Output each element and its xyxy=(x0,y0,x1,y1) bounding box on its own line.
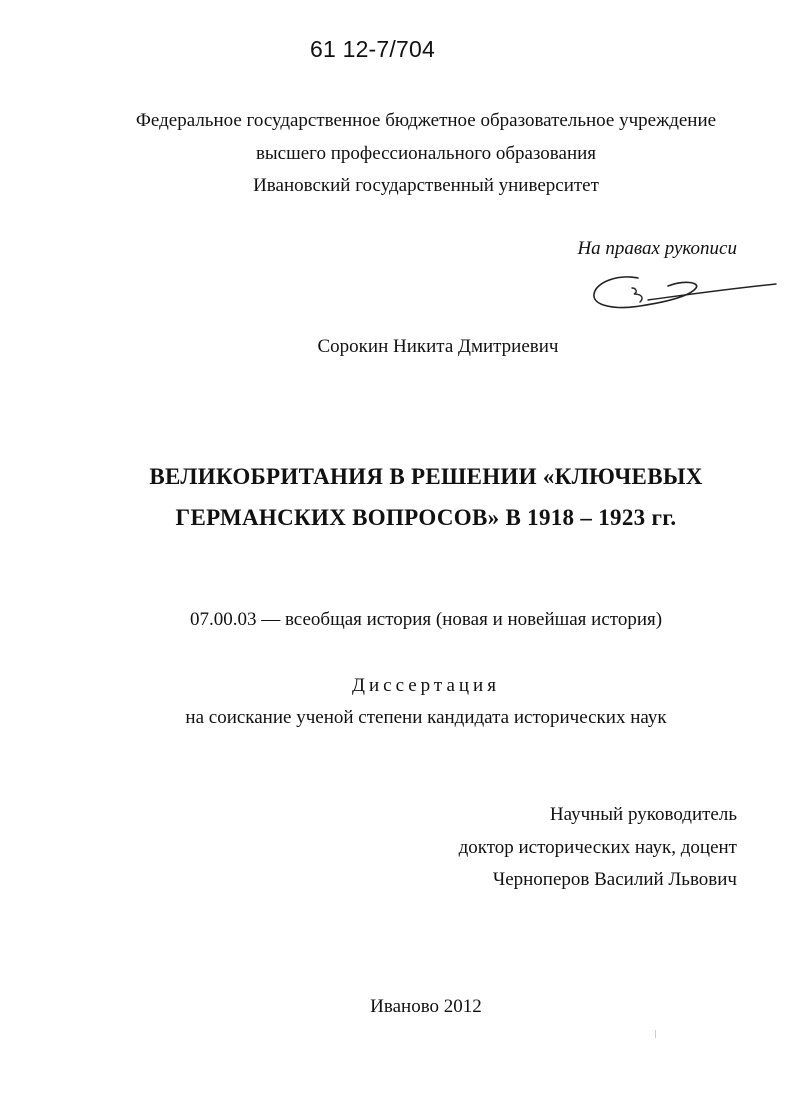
dissertation-title-line-1: ВЕЛИКОБРИТАНИЯ В РЕШЕНИИ «КЛЮЧЕВЫХ xyxy=(149,464,703,489)
work-type: Диссертация xyxy=(352,675,500,696)
author-signature xyxy=(588,264,778,324)
institution-line-1: Федеральное государственное бюджетное образовательное учреждение xyxy=(135,110,717,131)
supervisor-title: доктор исторических наук, доцент xyxy=(458,837,737,858)
specialty-code: 07.00.03 — всеобщая история (новая и новейшая история) xyxy=(189,609,663,630)
catalog-number: 61 12-7/704 xyxy=(310,36,435,62)
supervisor-label: Научный руководитель xyxy=(549,804,737,825)
institution-line-3: Ивановский государственный университет xyxy=(253,175,599,196)
supervisor-name: Черноперов Василий Львович xyxy=(492,869,737,890)
author-name: Сорокин Никита Дмитриевич xyxy=(317,336,559,357)
city-year: Иваново 2012 xyxy=(370,996,482,1017)
degree-line: на соискание ученой степени кандидата исторических наук xyxy=(185,707,667,728)
scan-speck xyxy=(655,1030,656,1038)
manuscript-rights-label: На правах рукописи xyxy=(577,238,737,259)
institution-line-2: высшего профессионального образования xyxy=(255,143,597,164)
dissertation-title-line-2: ГЕРМАНСКИХ ВОПРОСОВ» В 1918 – 1923 гг. xyxy=(175,505,677,530)
